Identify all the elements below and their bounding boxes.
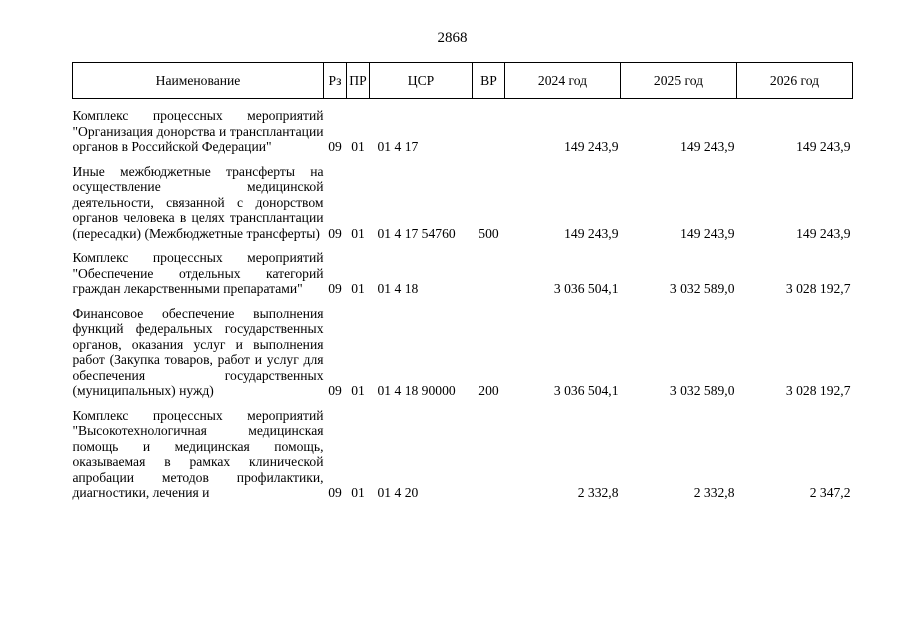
- table-row: [73, 399, 853, 501]
- row-vr: 500: [478, 225, 499, 241]
- budget-table: [72, 62, 853, 501]
- row-rz: 09: [328, 383, 342, 398]
- row-2024: 3 036 504,1: [553, 383, 619, 398]
- row-pr: 01: [351, 485, 365, 500]
- table-row: [73, 241, 853, 297]
- row-2026: 2 347,2: [809, 485, 851, 500]
- header-2026: 2026 год: [737, 63, 853, 99]
- header-pr: ПР: [347, 63, 370, 99]
- row-2024: 149 243,9: [564, 225, 619, 241]
- row-2026: 149 243,9: [796, 139, 851, 154]
- row-2024: 149 243,9: [564, 139, 619, 154]
- row-pr: 01: [351, 281, 365, 296]
- header-2024: 2024 год: [505, 63, 621, 99]
- row-2024: 2 332,8: [577, 485, 619, 500]
- header-csr: ЦСР: [370, 63, 473, 99]
- row-csr: 01 4 20: [377, 485, 419, 500]
- row-rz: 09: [328, 485, 342, 500]
- row-rz: 09: [328, 281, 342, 296]
- row-2025: 2 332,8: [693, 485, 735, 500]
- row-2024: 3 036 504,1: [553, 281, 619, 296]
- row-vr: [473, 241, 505, 297]
- row-pr: 01: [351, 383, 365, 398]
- header-2025: 2025 год: [621, 63, 737, 99]
- table-header-row: [73, 63, 853, 99]
- header-vr: ВР: [473, 63, 505, 99]
- row-rz: 09: [328, 139, 342, 154]
- row-csr: 01 4 17 54760: [377, 225, 456, 241]
- row-2026: 3 028 192,7: [785, 281, 851, 296]
- row-2026: 3 028 192,7: [785, 383, 851, 398]
- row-name: Комплекс процессных мероприятий "Высокотехнологичная медицинская помощь и медицинская помощь, оказываемая в рамках клинической апробации методов профилактики, диагностики, лечения и: [72, 407, 324, 500]
- row-csr: 01 4 18: [377, 281, 419, 296]
- row-2025: 3 032 589,0: [669, 383, 735, 398]
- row-name: Комплекс процессных мероприятий "Обеспечение отдельных категорий граждан лекарственными препаратами": [72, 250, 324, 296]
- row-csr: 01 4 18 90000: [377, 383, 456, 398]
- row-name: Комплекс процессных мероприятий "Организация донорства и трансплантации органов в Российской Федерации": [72, 108, 324, 154]
- row-pr: 01: [351, 139, 365, 154]
- header-rz: Рз: [324, 63, 347, 99]
- row-vr: 200: [478, 383, 499, 398]
- row-vr: [473, 399, 505, 501]
- row-2025: 3 032 589,0: [669, 281, 735, 296]
- table-row: [73, 155, 853, 242]
- row-2025: 149 243,9: [680, 139, 735, 154]
- header-name: Наименование: [73, 63, 324, 99]
- row-name: Иные межбюджетные трансферты на осуществление медицинской деятельности, связанной с донорством органов человека в целях трансплантации (пересадки) (Межбюджетные трансферты): [72, 163, 324, 241]
- row-2026: 149 243,9: [796, 225, 851, 241]
- row-csr: 01 4 17: [377, 139, 419, 154]
- row-vr: [473, 99, 505, 155]
- row-name: Финансовое обеспечение выполнения функций федеральных государственных органов, оказания услуг и выполнения работ (Закупка товаров, работ и услуг для обеспечения государственных (муниципальных) нужд): [72, 305, 324, 398]
- table-row: [73, 99, 853, 155]
- table-row: [73, 297, 853, 399]
- row-rz: 09: [328, 225, 342, 241]
- row-2025: 149 243,9: [680, 225, 735, 241]
- row-pr: 01: [351, 225, 365, 241]
- page-number: 2868: [437, 30, 468, 46]
